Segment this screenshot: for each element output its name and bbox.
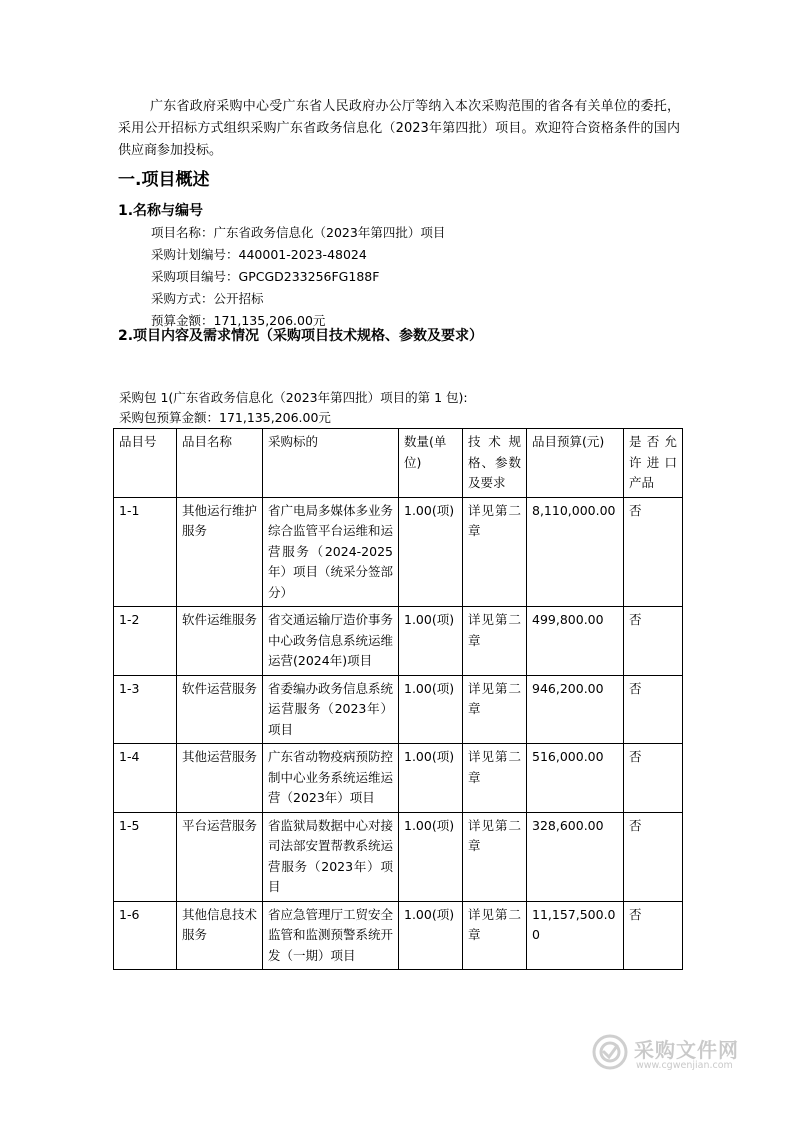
info-plan-number: 采购计划编号：440001-2023-48024: [151, 247, 367, 262]
cell-item-number: 1-6: [114, 901, 177, 970]
table-row: [114, 812, 683, 901]
cell-technical-spec: 详见第二章: [463, 901, 527, 970]
cell-import-allowed: 否: [624, 675, 683, 744]
cell-technical-spec: 详见第二章: [463, 607, 527, 676]
cell-item-name: 软件运维服务: [177, 607, 263, 676]
table-row: [114, 901, 683, 970]
header-quantity: 数量(单位): [399, 429, 463, 498]
watermark: [592, 1030, 752, 1076]
package-title: 采购包 1(广东省政务信息化（2023年第四批）项目的第 1 包):: [119, 390, 468, 405]
cell-quantity: 1.00(项): [399, 675, 463, 744]
cell-procurement-target: 省应急管理厅工贸安全监管和监测预警系统开发（一期）项目: [263, 901, 399, 970]
table-row: [114, 744, 683, 813]
cell-quantity: 1.00(项): [399, 744, 463, 813]
header-technical-spec: 技术规格、参数及要求: [463, 429, 527, 498]
cell-item-name: 软件运营服务: [177, 675, 263, 744]
header-procurement-target: 采购标的: [263, 429, 399, 498]
cell-import-allowed: 否: [624, 901, 683, 970]
info-project-name: 项目名称：广东省政务信息化（2023年第四批）项目: [151, 225, 446, 240]
cell-technical-spec: 详见第二章: [463, 497, 527, 607]
cell-quantity: 1.00(项): [399, 497, 463, 607]
header-item-name: 品目名称: [177, 429, 263, 498]
cell-procurement-target: 广东省动物疫病预防控制中心业务系统运维运营（2023年）项目: [263, 744, 399, 813]
watermark-logo-icon: [592, 1034, 628, 1070]
project-info-list: [151, 222, 445, 332]
table-row: [114, 497, 683, 607]
cell-quantity: 1.00(项): [399, 607, 463, 676]
cell-procurement-target: 省监狱局数据中心对接司法部安置帮教系统运营服务（2023年）项目: [263, 812, 399, 901]
cell-procurement-target: 省委编办政务信息系统运营服务（2023年）项目: [263, 675, 399, 744]
cell-import-allowed: 否: [624, 607, 683, 676]
watermark-url: www.cgwenjian.com: [636, 1060, 733, 1071]
cell-technical-spec: 详见第二章: [463, 744, 527, 813]
info-project-number: 采购项目编号：GPCGD233256FG188F: [151, 269, 380, 284]
cell-procurement-target: 省交通运输厅造价事务中心政务信息系统运维运营(2024年)项目: [263, 607, 399, 676]
intro-paragraph: 广东省政府采购中心受广东省人民政府办公厅等纳入本次采购范围的省各有关单位的委托，采用公开招标方式组织采购广东省政务信息化（2023年第四批）项目。欢迎符合资格条件的国内供应商参加投标。: [118, 99, 680, 158]
table-row: [114, 607, 683, 676]
cell-item-budget: 328,600.00: [527, 812, 624, 901]
cell-item-budget: 516,000.00: [527, 744, 624, 813]
table-row: [114, 675, 683, 744]
cell-item-number: 1-1: [114, 497, 177, 607]
watermark-title: 采购文件网: [634, 1038, 739, 1062]
cell-import-allowed: 否: [624, 744, 683, 813]
cell-item-number: 1-5: [114, 812, 177, 901]
cell-item-name: 其他信息技术服务: [177, 901, 263, 970]
cell-technical-spec: 详见第二章: [463, 812, 527, 901]
header-import-allowed: 是否允许进口产品: [624, 429, 683, 498]
header-item-number: 品目号: [114, 429, 177, 498]
cell-technical-spec: 详见第二章: [463, 675, 527, 744]
cell-item-budget: 11,157,500.00: [527, 901, 624, 970]
section-title-project-overview: 一.项目概述: [118, 170, 210, 190]
cell-item-name: 其他运行维护服务: [177, 497, 263, 607]
cell-import-allowed: 否: [624, 812, 683, 901]
cell-item-budget: 8,110,000.00: [527, 497, 624, 607]
package-budget: 采购包预算金额：171,135,206.00元: [119, 410, 331, 425]
cell-procurement-target: 省广电局多媒体多业务综合监管平台运维和运营服务（2024-2025年）项目（统采分签部分）: [263, 497, 399, 607]
cell-item-number: 1-3: [114, 675, 177, 744]
cell-item-number: 1-2: [114, 607, 177, 676]
subsection-title-name-and-number: 1.名称与编号: [118, 203, 204, 219]
info-budget-amount: 预算金额：171,135,206.00元: [151, 313, 326, 328]
info-procurement-method: 采购方式：公开招标: [151, 291, 264, 306]
table-header-row: [114, 429, 683, 498]
cell-import-allowed: 否: [624, 497, 683, 607]
cell-quantity: 1.00(项): [399, 812, 463, 901]
subsection-title-content-and-requirements: 2.项目内容及需求情况（采购项目技术规格、参数及要求）: [118, 328, 484, 344]
cell-item-number: 1-4: [114, 744, 177, 813]
cell-item-name: 平台运营服务: [177, 812, 263, 901]
items-table: [113, 428, 683, 970]
cell-item-name: 其他运营服务: [177, 744, 263, 813]
cell-quantity: 1.00(项): [399, 901, 463, 970]
cell-item-budget: 499,800.00: [527, 607, 624, 676]
cell-item-budget: 946,200.00: [527, 675, 624, 744]
header-item-budget: 品目预算(元): [527, 429, 624, 498]
